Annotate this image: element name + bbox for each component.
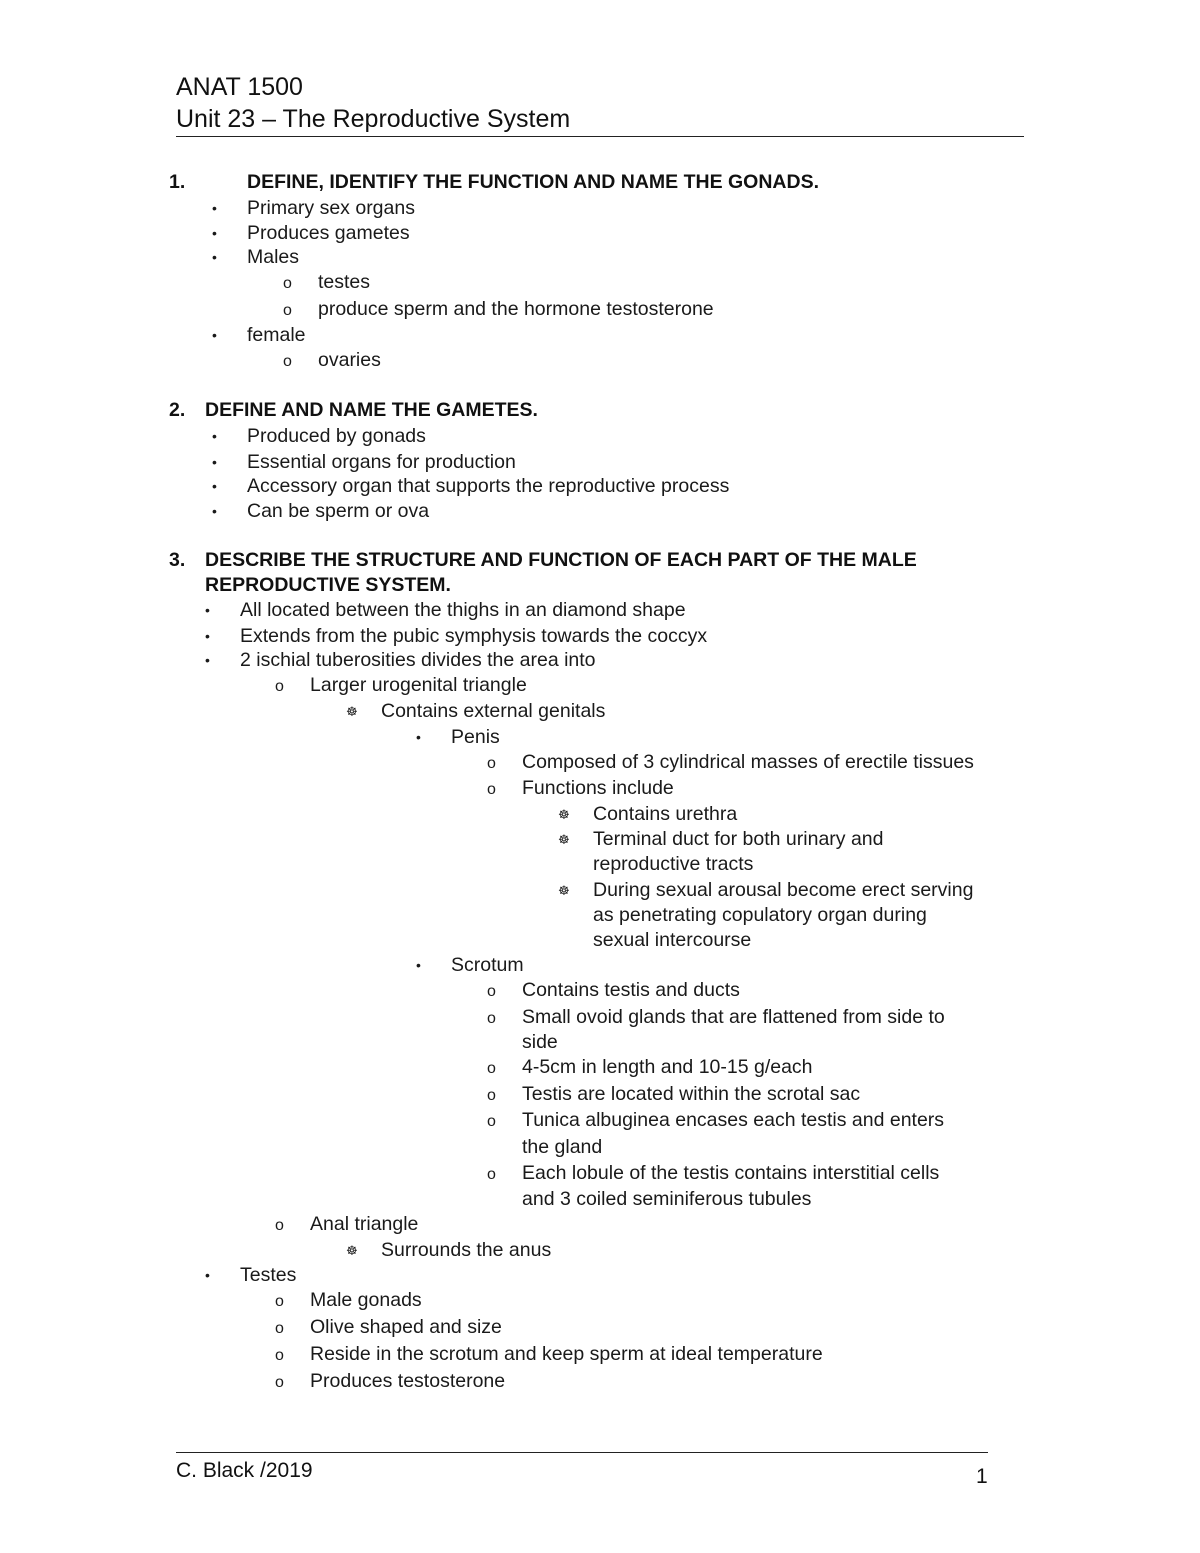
unit-title: Unit 23 – The Reproductive System (176, 105, 571, 133)
sub-bullet-icon: o (275, 1320, 284, 1337)
bullet-icon: • (416, 729, 421, 745)
sub-bullet-icon: o (487, 1113, 496, 1130)
list-item-text: the gland (522, 1136, 603, 1158)
section-heading: DEFINE, IDENTIFY THE FUNCTION AND NAME THE GONADS. (247, 171, 820, 193)
list-item-text: Male gonads (310, 1289, 422, 1311)
list-item-text: Terminal duct for both urinary and (593, 828, 884, 850)
bullet-icon: • (212, 454, 217, 470)
section-heading: REPRODUCTIVE SYSTEM. (205, 574, 451, 596)
list-item-text: Can be sperm or ova (247, 500, 430, 522)
bullet-icon: • (212, 503, 217, 519)
sub-bullet-icon: o (283, 302, 292, 319)
list-item-text: Males (247, 246, 300, 268)
heading-number: 3. (169, 549, 186, 571)
sub-bullet-icon: o (275, 1347, 284, 1364)
list-item-text: Testis are located within the scrotal sac (522, 1083, 861, 1105)
bullet-icon: • (212, 249, 217, 265)
section-heading: DEFINE AND NAME THE GAMETES. (205, 399, 538, 421)
list-item-text: Surrounds the anus (381, 1239, 552, 1261)
list-item-text: testes (318, 271, 371, 293)
page-number: 1 (976, 1465, 988, 1488)
sub-bullet-icon: o (487, 1087, 496, 1104)
course-code: ANAT 1500 (176, 73, 303, 101)
heading-number: 2. (169, 399, 186, 421)
list-item-text: ovaries (318, 349, 381, 371)
list-item-text: Functions include (522, 777, 674, 799)
list-item-text: Essential organs for production (247, 451, 516, 473)
bullet-icon: • (205, 652, 210, 668)
bullet-icon: • (212, 478, 217, 494)
bullet-icon: • (205, 628, 210, 644)
bullet-icon: • (212, 327, 217, 343)
list-item-text: Accessory organ that supports the reproductive process (247, 475, 730, 497)
list-item-text: 2 ischial tuberosities divides the area into (240, 649, 596, 671)
list-item-text: Penis (451, 726, 500, 748)
sub-bullet-icon: o (275, 1217, 284, 1234)
list-item-text: Scrotum (451, 954, 524, 976)
list-item-text: Primary sex organs (247, 197, 415, 219)
list-item-text: sexual intercourse (593, 929, 752, 951)
list-item-text: Small ovoid glands that are flattened from side to (522, 1006, 945, 1028)
sub-bullet-icon: o (487, 1060, 496, 1077)
list-item-text: Contains external genitals (381, 700, 606, 722)
list-item-text: and 3 coiled seminiferous tubules (522, 1188, 812, 1210)
bullet-icon: • (212, 200, 217, 216)
list-item-text: Produces gametes (247, 222, 410, 244)
bullet-icon: • (416, 957, 421, 973)
sub-bullet-icon: o (275, 1374, 284, 1391)
bullet-icon: • (212, 225, 217, 241)
list-item-text: Contains urethra (593, 803, 738, 825)
list-item-text: reproductive tracts (593, 853, 754, 875)
list-item-text: Contains testis and ducts (522, 979, 740, 1001)
footer-rule (176, 1452, 988, 1453)
list-item-text: Tunica albuginea encases each testis and enters (522, 1109, 945, 1131)
list-item-text: 4-5cm in length and 10-15 g/each (522, 1056, 813, 1078)
list-item-text: Produces testosterone (310, 1370, 506, 1392)
bullet-icon: • (212, 428, 217, 444)
header-rule (176, 136, 1024, 137)
sub-bullet-icon: o (487, 781, 496, 798)
list-item-text: female (247, 324, 306, 346)
list-item-text: All located between the thighs in an diamond shape (240, 599, 686, 621)
list-item-text: Olive shaped and size (310, 1316, 502, 1338)
square-bullet-icon: ☸ (346, 704, 358, 719)
square-bullet-icon: ☸ (558, 832, 570, 847)
footer-author: C. Black /2019 (176, 1459, 313, 1482)
bullet-icon: • (205, 602, 210, 618)
list-item-text: Composed of 3 cylindrical masses of erectile tissues (522, 751, 974, 773)
sub-bullet-icon: o (283, 353, 292, 370)
sub-bullet-icon: o (487, 983, 496, 1000)
sub-bullet-icon: o (487, 1166, 496, 1183)
sub-bullet-icon: o (275, 1293, 284, 1310)
list-item-text: as penetrating copulatory organ during (593, 904, 927, 926)
section-heading: DESCRIBE THE STRUCTURE AND FUNCTION OF EACH PART OF THE MALE (205, 549, 917, 571)
list-item-text: Produced by gonads (247, 425, 426, 447)
list-item-text: Larger urogenital triangle (310, 674, 527, 696)
list-item-text: During sexual arousal become erect serving (593, 879, 974, 901)
square-bullet-icon: ☸ (346, 1243, 358, 1258)
sub-bullet-icon: o (487, 1010, 496, 1027)
list-item-text: Extends from the pubic symphysis towards the coccyx (240, 625, 708, 647)
list-item-text: produce sperm and the hormone testosterone (318, 298, 714, 320)
list-item-text: Testes (240, 1264, 297, 1286)
sub-bullet-icon: o (283, 275, 292, 292)
sub-bullet-icon: o (275, 678, 284, 695)
heading-number: 1. (169, 171, 186, 193)
list-item-text: Each lobule of the testis contains interstitial cells (522, 1162, 940, 1184)
list-item-text: side (522, 1031, 558, 1053)
sub-bullet-icon: o (487, 755, 496, 772)
square-bullet-icon: ☸ (558, 807, 570, 822)
list-item-text: Reside in the scrotum and keep sperm at ideal temperature (310, 1343, 823, 1365)
list-item-text: Anal triangle (310, 1213, 419, 1235)
bullet-icon: • (205, 1267, 210, 1283)
square-bullet-icon: ☸ (558, 883, 570, 898)
